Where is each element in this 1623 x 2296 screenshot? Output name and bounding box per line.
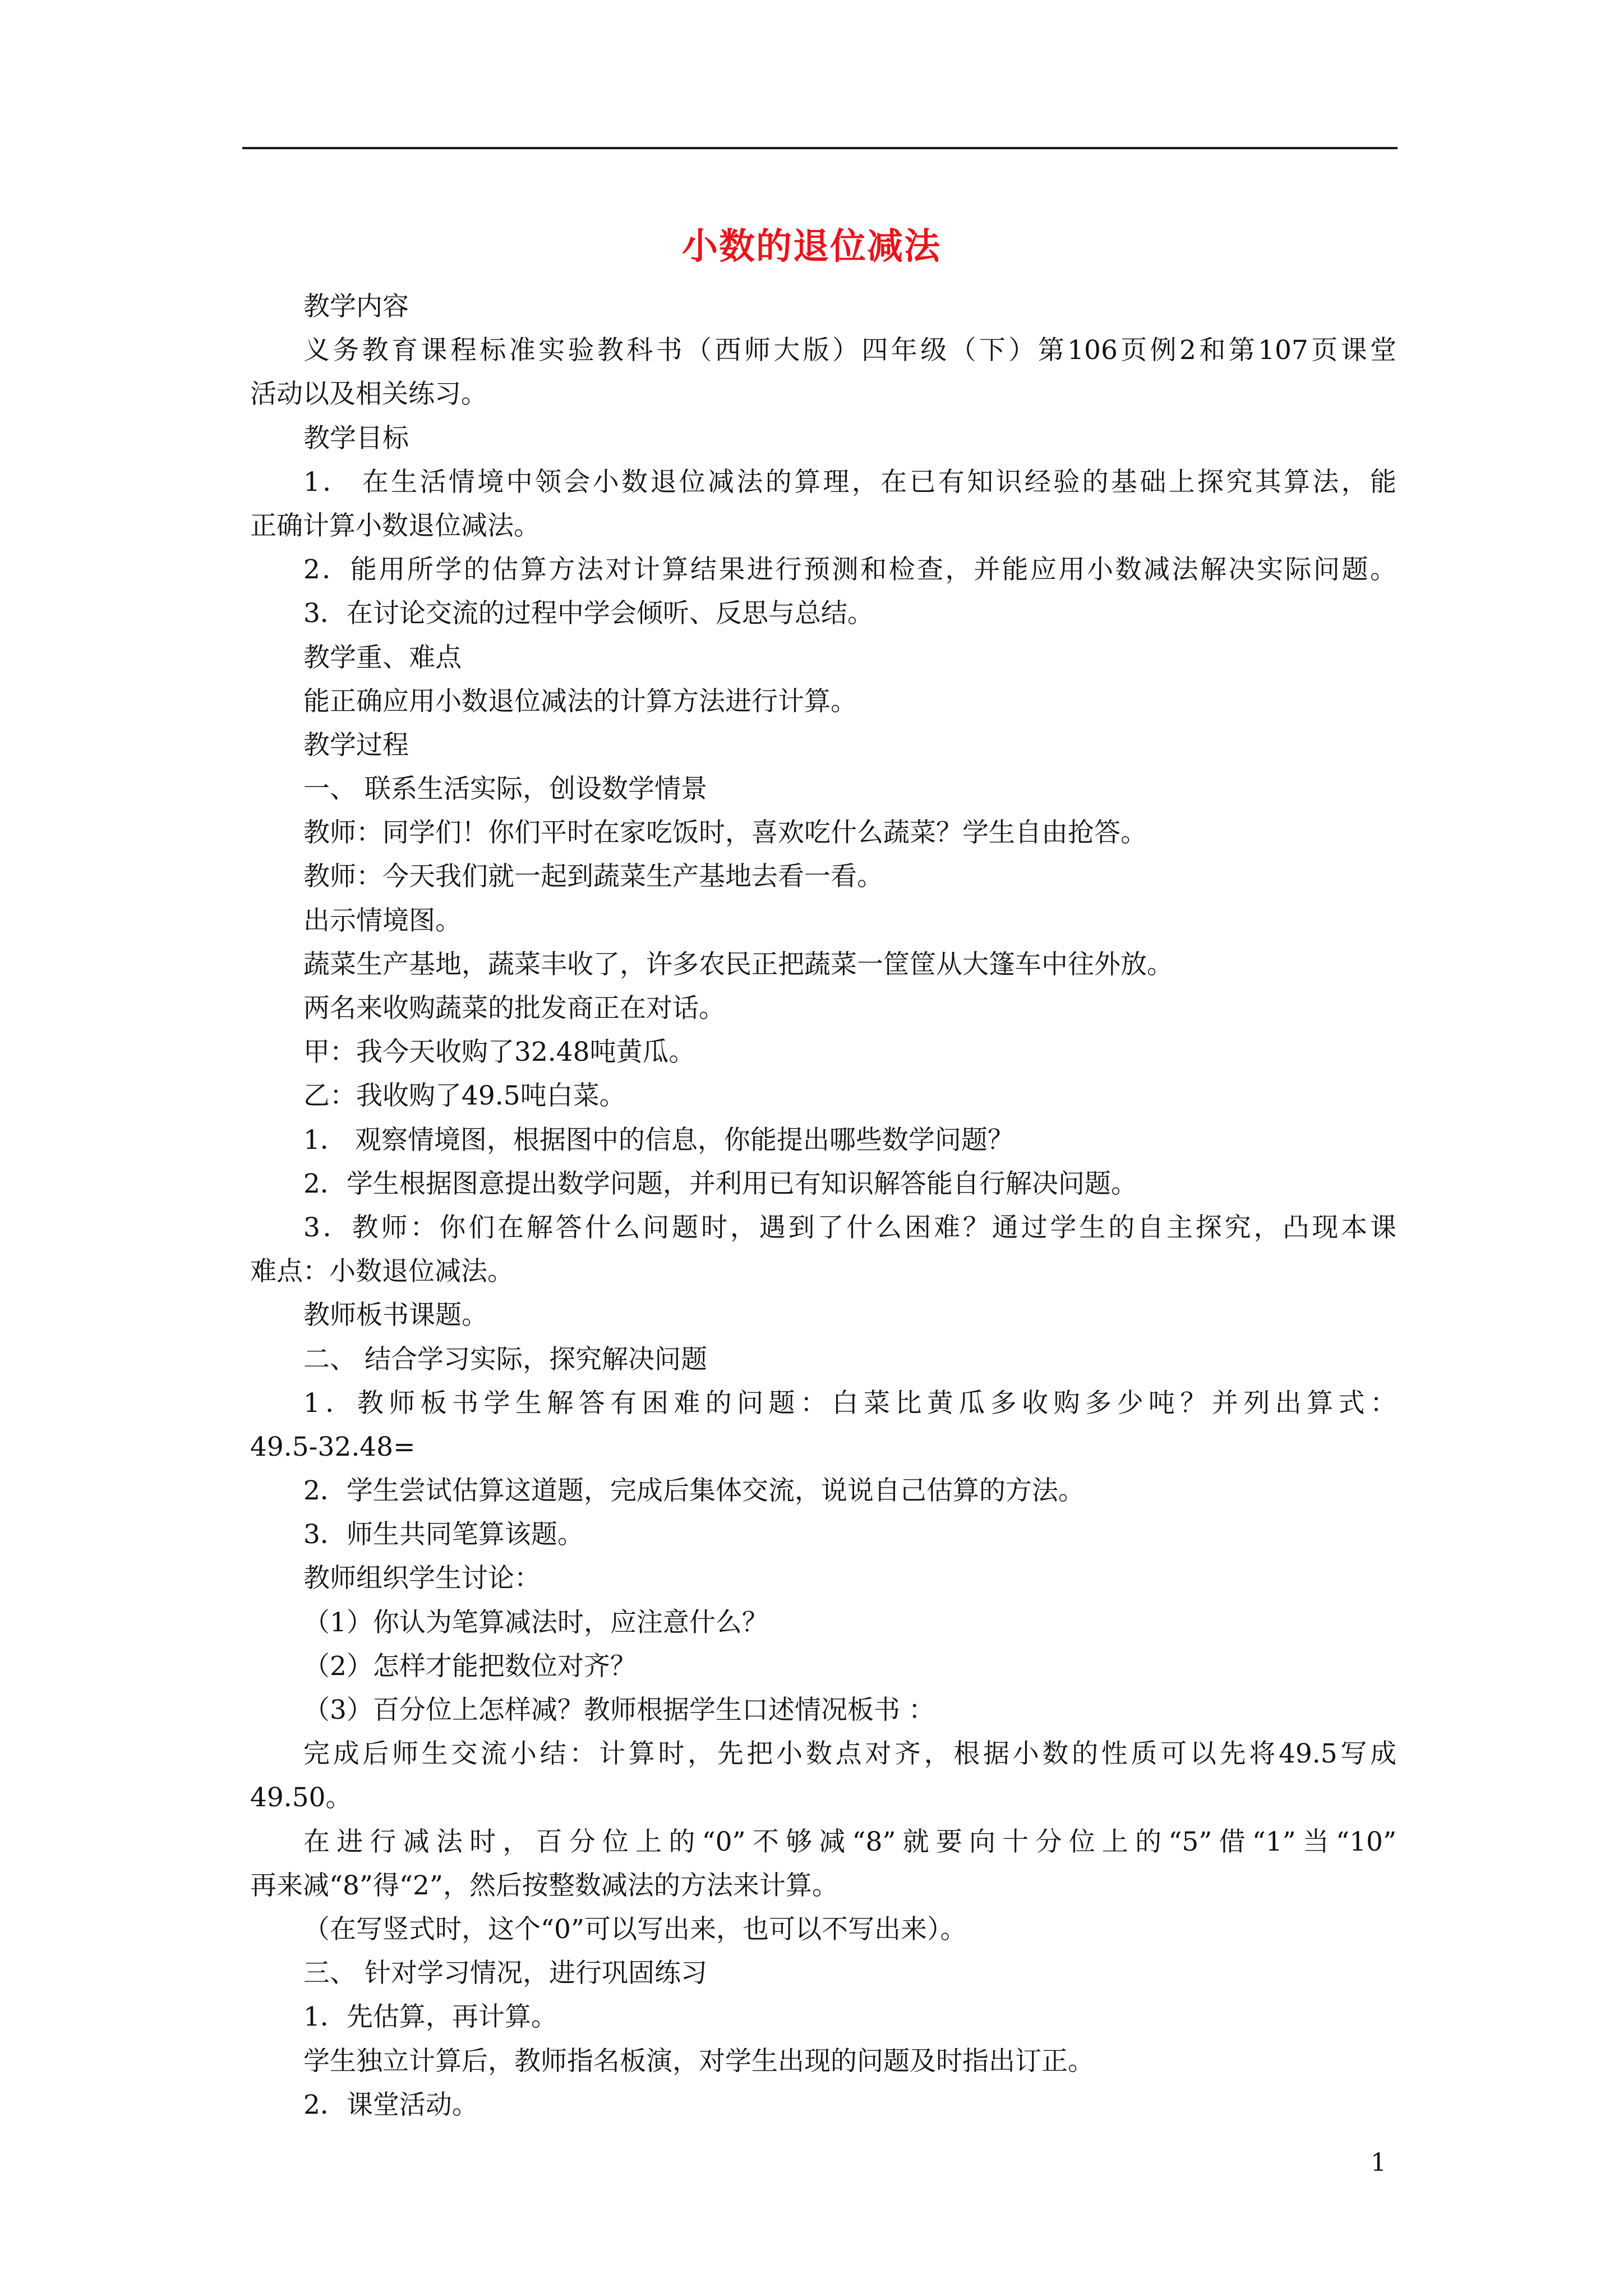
paragraph-line: 1．教师板书学生解答有困难的问题：白菜比黄瓜多收购多少吨？并列出算式： (303, 1387, 1396, 1419)
paragraph-line: 教师：今天我们就一起到蔬菜生产基地去看一看。 (303, 861, 883, 892)
paragraph-line: 活动以及相关练习。 (250, 379, 487, 410)
paragraph-line: 教学重、难点 (303, 642, 462, 673)
paragraph-line: 两名来收购蔬菜的批发商正在对话。 (303, 993, 725, 1024)
paragraph-line: 义务教育课程标准实验教科书（西师大版）四年级（下）第106页例2和第107页课堂 (303, 335, 1396, 366)
paragraph-line: 49.50。 (250, 1782, 352, 1814)
paragraph-line: 再来减“8”得“2”，然后按整数减法的方法来计算。 (250, 1870, 838, 1901)
paragraph-line: 教学目标 (303, 422, 409, 454)
paragraph-line: 三、 针对学习情况，进行巩固练习 (303, 1958, 707, 1989)
paragraph-line: 3．教师：你们在解答什么问题时，遇到了什么困难？通过学生的自主探究，凸现本课 (303, 1212, 1396, 1243)
paragraph-line: 教学过程 (303, 729, 409, 761)
paragraph-line: 教师组织学生讨论： (303, 1563, 541, 1594)
document-title: 小数的退位减法 (682, 226, 941, 268)
paragraph-line: 在进行减法时，百分位上的“0”不够减“8”就要向十分位上的“5”借“1”当“10” (303, 1826, 1396, 1857)
paragraph-line: 学生独立计算后，教师指名板演，对学生出现的问题及时指出订正。 (303, 2045, 1094, 2077)
paragraph-line: 1． 观察情境图，根据图中的信息，你能提出哪些数学问题？ (303, 1124, 1014, 1156)
paragraph-line: 3．师生共同笔算该题。 (303, 1519, 584, 1550)
paragraph-line: 3．在讨论交流的过程中学会倾听、反思与总结。 (303, 598, 874, 629)
paragraph-line: 能正确应用小数退位减法的计算方法进行计算。 (303, 685, 857, 717)
paragraph-line: 教师板书课题。 (303, 1300, 488, 1331)
paragraph-line: 一、 联系生活实际，创设数学情景 (303, 774, 707, 805)
paragraph-line: 蔬菜生产基地，蔬菜丰收了，许多农民正把蔬菜一筐筐从大篷车中往外放。 (303, 949, 1173, 980)
paragraph-line: 教学内容 (303, 291, 409, 322)
paragraph-line: （3）百分位上怎样减？教师根据学生口述情况板书 ： (303, 1695, 935, 1726)
paragraph-line: 难点：小数退位减法。 (250, 1256, 514, 1287)
paragraph-line: 甲：我今天收购了32.48吨黄瓜。 (303, 1037, 695, 1068)
paragraph-line: 乙：我收购了49.5吨白菜。 (303, 1080, 626, 1112)
paragraph-line: 2．学生根据图意提出数学问题，并利用已有知识解答能自行解决问题。 (303, 1168, 1137, 1199)
paragraph-line: 1．先估算，再计算。 (303, 2001, 557, 2033)
paragraph-line: 二、 结合学习实际，探究解决问题 (303, 1343, 707, 1375)
paragraph-line: （在写竖式时，这个“0”可以写出来，也可以不写出来）。 (303, 1913, 967, 1945)
paragraph-line: 完成后师生交流小结：计算时，先把小数点对齐，根据小数的性质可以先将49.5写成 (303, 1738, 1396, 1770)
paragraph-line: 2．课堂活动。 (303, 2089, 478, 2120)
document-body (250, 285, 1396, 2127)
header-rule (242, 147, 1398, 149)
paragraph-line: （2）怎样才能把数位对齐？ (303, 1650, 637, 1682)
paragraph-line: 2．能用所学的估算方法对计算结果进行预测和检查，并能应用小数减法解决实际问题。 (303, 554, 1396, 586)
paragraph-line: 出示情境图。 (303, 905, 462, 936)
page-number: 1 (1371, 2148, 1386, 2177)
paragraph-line: （1）你认为笔算减法时，应注意什么？ (303, 1607, 768, 1638)
paragraph-line: 2．学生尝试估算这道题，完成后集体交流，说说自己估算的方法。 (303, 1475, 1085, 1507)
paragraph-line: 教师：同学们！你们平时在家吃饭时，喜欢吃什么蔬菜？学生自由抢答。 (303, 817, 1147, 849)
paragraph-line: 49.5-32.48= (250, 1431, 416, 1462)
paragraph-line: 1． 在生活情境中领会小数退位减法的算理，在已有知识经验的基础上探究其算法，能 (303, 466, 1396, 498)
paragraph-line: 正确计算小数退位减法。 (250, 510, 540, 541)
